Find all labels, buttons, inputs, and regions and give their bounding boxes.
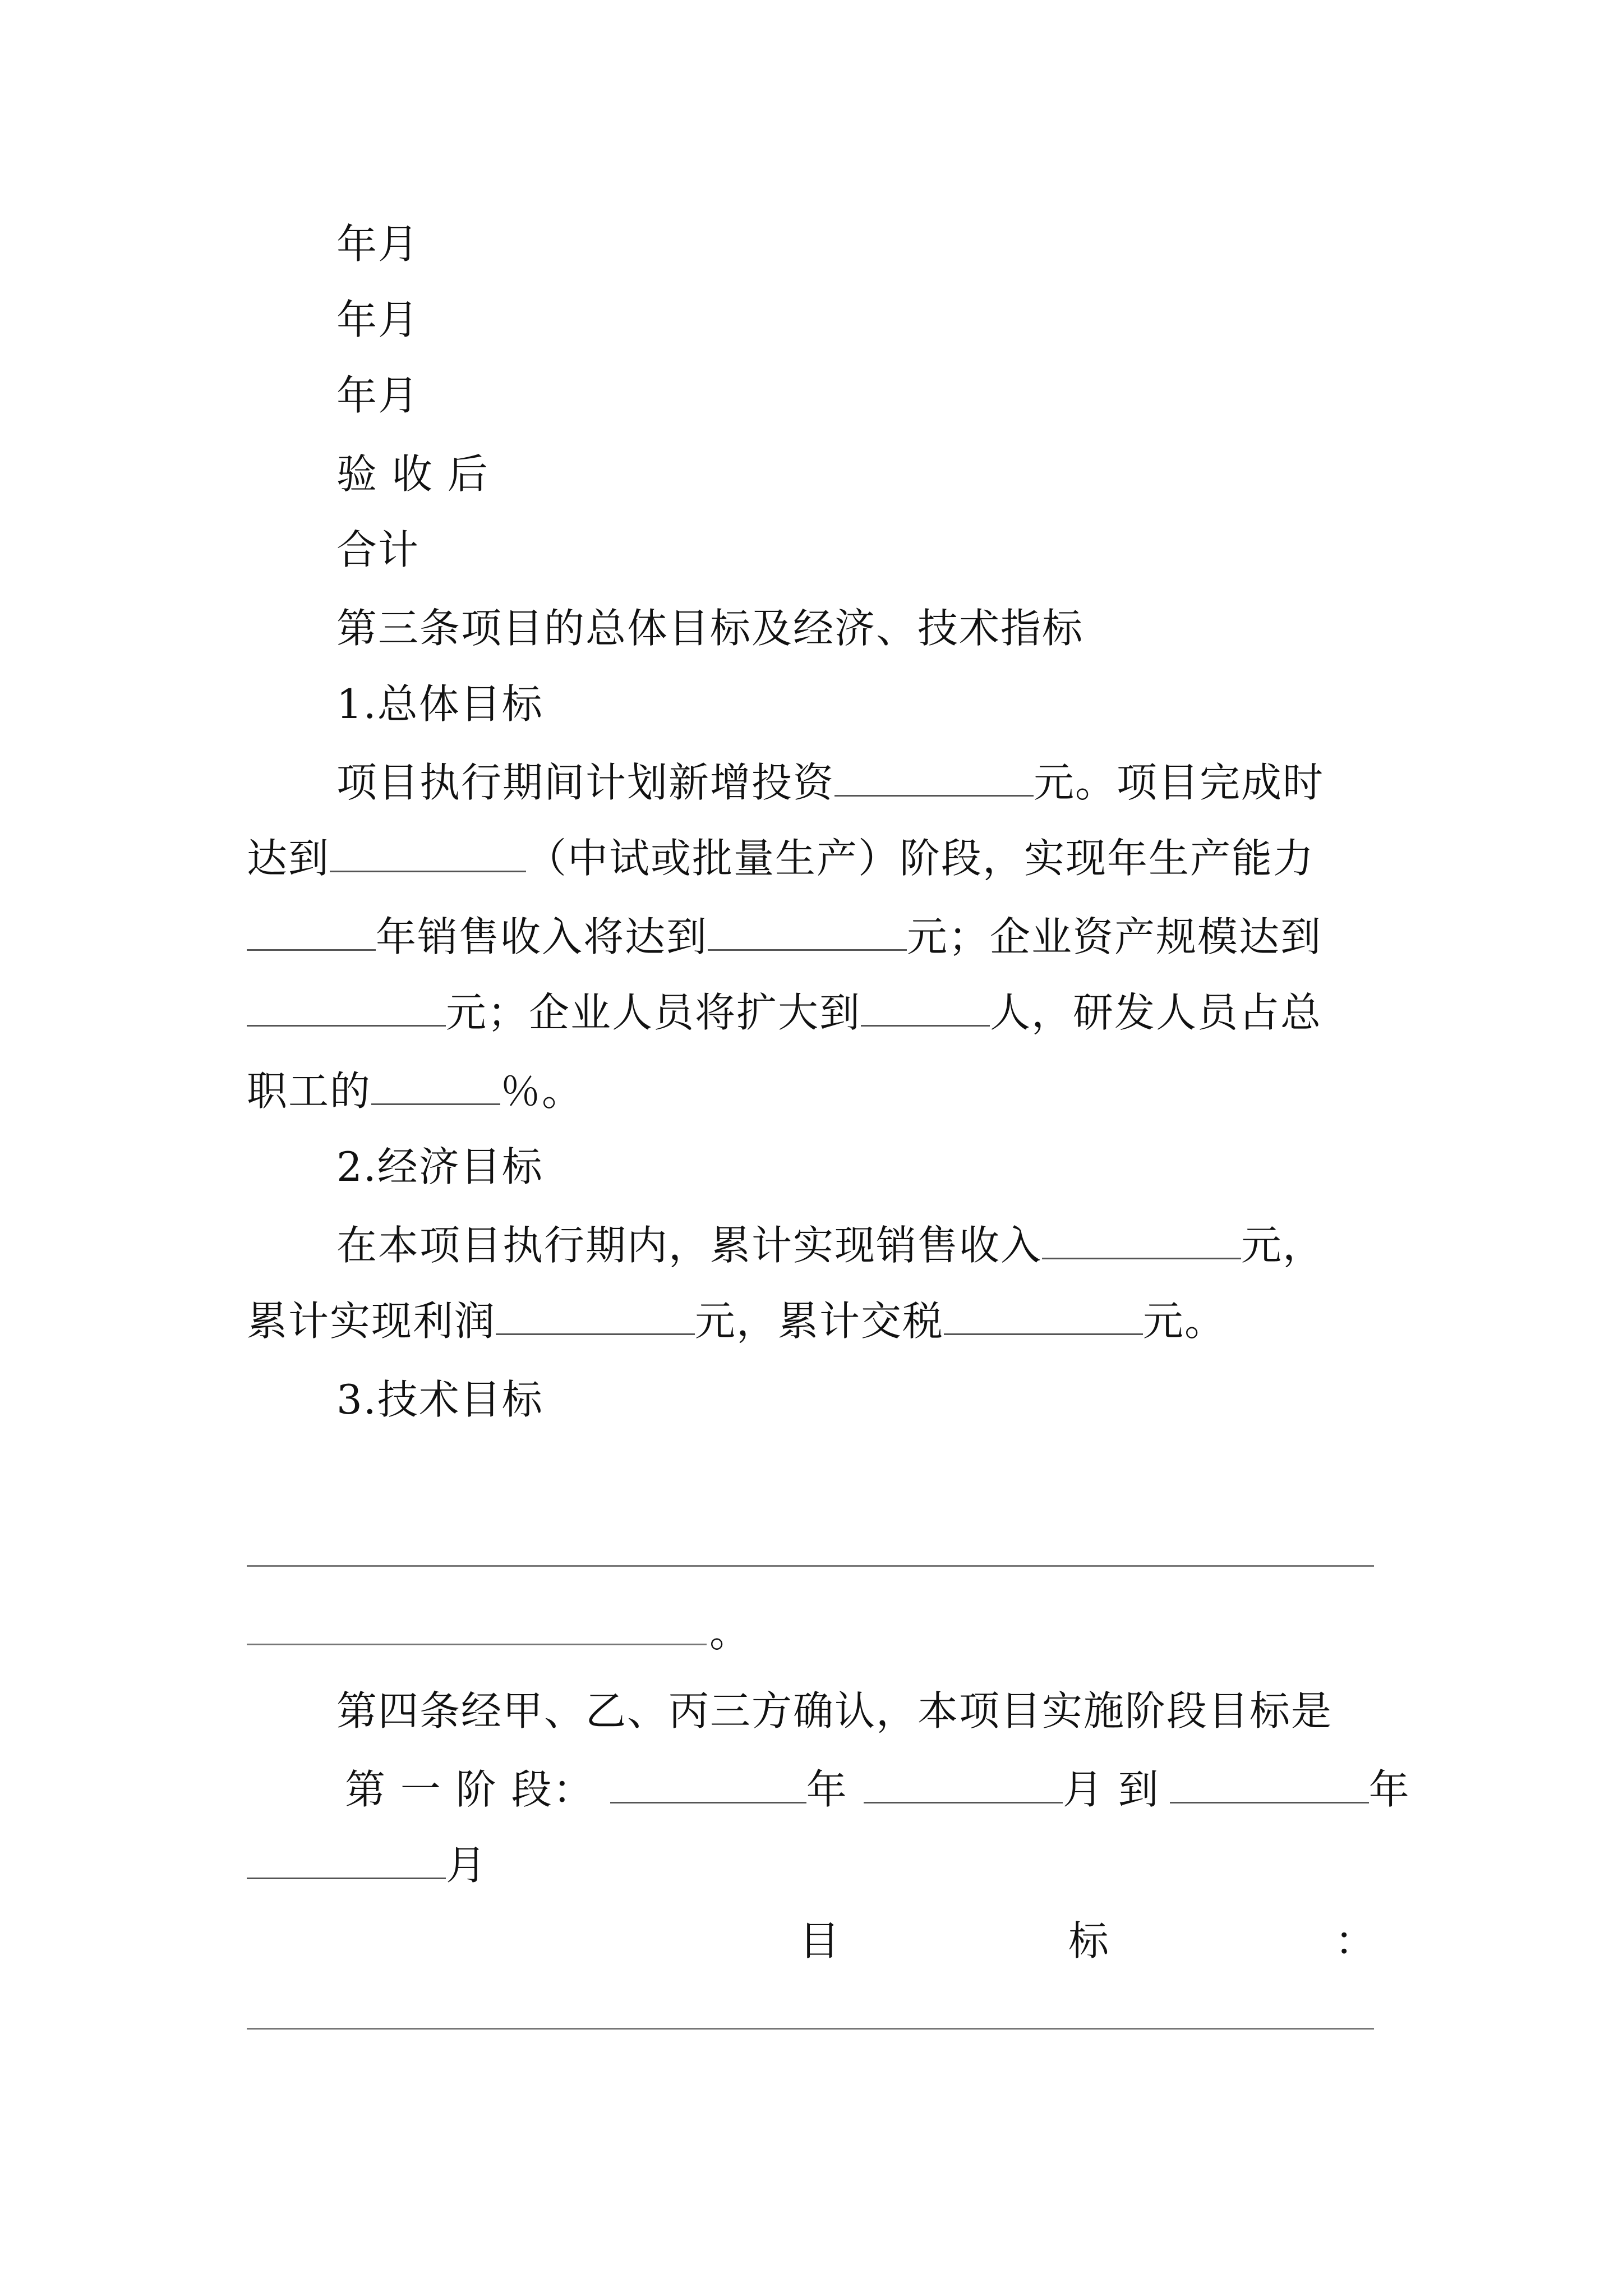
text-segment: 在本项目执行期内，累计实现销售收入	[336, 1222, 1043, 1269]
text-segment: 元；企业人员将扩大到	[446, 989, 861, 1036]
overall-goal-para-line-1	[336, 754, 1387, 811]
overall-goal-para-line-5	[247, 1063, 1387, 1119]
target-label-char-1: 目	[799, 1917, 840, 1964]
text-segment: ％。	[500, 1068, 584, 1115]
text-segment: 年	[806, 1766, 848, 1813]
stage-1-line	[345, 1761, 1410, 1818]
text-segment: 累计实现利润	[247, 1297, 496, 1345]
economic-goal-line-2	[247, 1293, 1387, 1349]
stage-1-start-year-blank[interactable]	[610, 1763, 806, 1803]
cumulative-sales-blank[interactable]	[1042, 1218, 1241, 1259]
asset-scale-blank[interactable]	[247, 986, 446, 1027]
text-segment: 人，研发人员占总	[990, 989, 1322, 1036]
investment-blank[interactable]	[834, 756, 1034, 797]
stage-blank[interactable]	[330, 831, 526, 872]
acceptance-after-line: 验 收 后	[336, 450, 489, 498]
rd-ratio-blank[interactable]	[371, 1064, 500, 1105]
stage-1-start-month-blank[interactable]	[864, 1763, 1063, 1803]
article-4-title: 第四条经甲、乙、丙三方确认，本项目实施阶段目标是	[336, 1687, 1333, 1734]
cumulative-profit-blank[interactable]	[496, 1294, 695, 1335]
overall-goal-para-line-4	[247, 984, 1387, 1041]
capacity-blank[interactable]	[247, 910, 376, 951]
stage-1-end-month-blank[interactable]	[247, 1838, 446, 1879]
text-segment: 年	[1368, 1766, 1410, 1813]
year-month-line-1: 年月	[336, 220, 420, 268]
sales-revenue-blank[interactable]	[708, 910, 907, 951]
article-3-title: 第三条项目的总体目标及经济、技术指标	[336, 605, 1084, 652]
economic-goal-heading: 2.经济目标	[336, 1143, 543, 1190]
text-segment: 达到	[247, 835, 330, 882]
text-segment: 职工的	[247, 1068, 372, 1115]
overall-goal-para-line-2	[247, 830, 1387, 886]
text-segment: 元，累计交税	[695, 1297, 944, 1345]
overall-goal-heading: 1.总体目标	[336, 680, 543, 728]
text-segment: 项目执行期间计划新增投资	[336, 759, 835, 806]
stage-1-end-year-blank[interactable]	[1170, 1763, 1369, 1803]
text-segment: （中试或批量生产）阶段，实现年生产能力	[526, 835, 1315, 882]
text-segment: 月	[446, 1842, 488, 1889]
year-month-line-2: 年月	[336, 296, 420, 343]
staff-count-blank[interactable]	[861, 986, 990, 1027]
technical-goal-blank-line-1[interactable]	[247, 1565, 1374, 1567]
target-label-colon: ：	[1335, 1917, 1376, 1964]
total-line: 合计	[336, 526, 420, 573]
cumulative-tax-blank[interactable]	[944, 1294, 1143, 1335]
text-segment: 元。项目完成时	[1034, 759, 1325, 806]
text-segment: 元；企业资产规模达到	[907, 913, 1322, 960]
text-segment: 第 一 阶 段：	[345, 1766, 594, 1813]
overall-goal-para-line-3	[247, 909, 1387, 965]
stage-1-line-2	[247, 1837, 1387, 1893]
text-segment: 元，	[1241, 1222, 1325, 1269]
year-month-line-3: 年月	[336, 372, 420, 419]
target-label-char-2: 标	[1068, 1917, 1109, 1964]
text-segment: 元。	[1143, 1297, 1227, 1345]
technical-goal-end-mark: 。	[709, 1609, 751, 1656]
economic-goal-line-1	[336, 1217, 1387, 1273]
text-segment: 年销售收入将达到	[376, 913, 708, 960]
text-segment: 月 到	[1062, 1766, 1160, 1813]
technical-goal-heading: 3.技术目标	[336, 1376, 543, 1423]
technical-goal-blank-line-2[interactable]	[247, 1644, 707, 1645]
stage-1-target-blank-line[interactable]	[247, 2028, 1374, 2030]
